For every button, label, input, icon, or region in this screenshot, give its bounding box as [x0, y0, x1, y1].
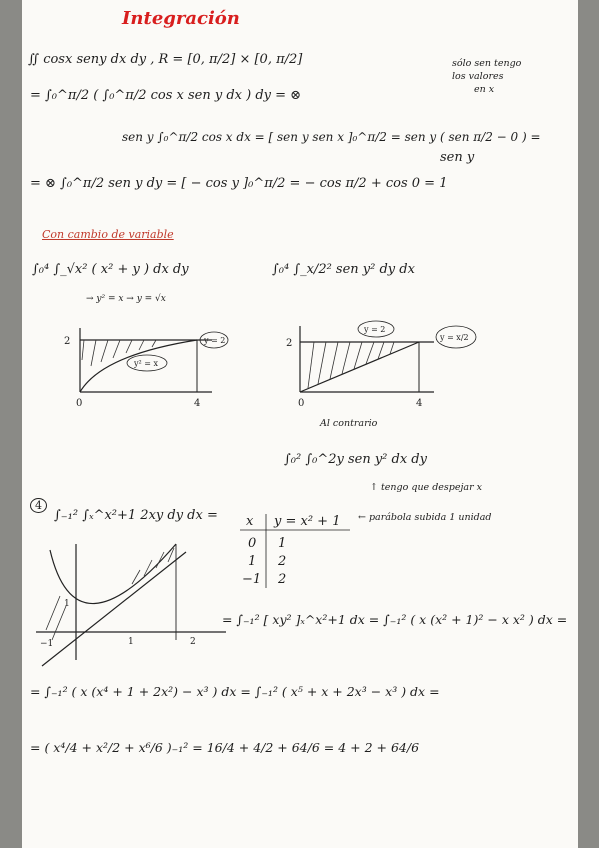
- problem1-note-2: los valores: [452, 71, 504, 82]
- problem4-step3: = ( x⁴/4 + x²/2 + x⁶/6 )₋₁² = 16/4 + 4/2 + 64/6 = 4 + 2 + 64/6: [30, 740, 420, 755]
- left-region-graph: [62, 320, 232, 415]
- right-x-end: 4: [416, 398, 423, 409]
- section2-heading: Con cambio de variable: [42, 228, 174, 241]
- right-x-zero: 0: [298, 398, 305, 409]
- right-integral: ∫₀⁴ ∫_x/2² sen y² dy dx: [272, 262, 415, 277]
- graph-x2: 2: [190, 637, 196, 647]
- problem1-step1: = ∫₀^π/2 ( ∫₀^π/2 cos x sen y dx ) dy = ⊗: [30, 88, 302, 103]
- table-header-y: y = x² + 1: [274, 514, 341, 529]
- graph-y1: 1: [64, 599, 70, 609]
- problem4-step1: = ∫₋₁² [ xy² ]ₓ^x²+1 dx = ∫₋₁² ( x (x² + 1)² − x x² ) dx =: [222, 612, 568, 627]
- problem1-statement: ∬ cosx seny dx dy , R = [0, π/2] × [0, π/2]: [28, 52, 303, 67]
- problem4-number: 4: [30, 498, 47, 513]
- table-cell: −1: [242, 572, 262, 587]
- left-x-end: 4: [194, 398, 201, 409]
- table-cell: 0: [248, 536, 257, 551]
- problem4-step2: = ∫₋₁² ( x (x⁴ + 1 + 2x²) − x³ ) dx = ∫₋₁² ( x⁵ + x + 2x³ − x³ ) dx =: [30, 684, 440, 699]
- left-curve-label: y² = x: [134, 359, 159, 368]
- table-cell: 1: [248, 554, 257, 569]
- problem1-note-3: en x: [474, 84, 495, 95]
- right-diag-label: y = x/2: [440, 333, 469, 342]
- left-line-label: y = 2: [204, 336, 226, 345]
- table-lines: [240, 530, 360, 590]
- table-cell: 2: [278, 554, 287, 569]
- table-cell: 2: [278, 572, 287, 587]
- left-substitution-note: → y² = x → y = √x: [86, 294, 166, 304]
- contrary-integral: ∫₀² ∫₀^2y sen y² dx dy: [284, 452, 427, 467]
- problem1-inner-result: sen y: [440, 150, 475, 165]
- problem4-graph: [36, 540, 236, 670]
- right-region-graph: [284, 320, 484, 415]
- left-ytick: 2: [64, 336, 71, 347]
- parabola-note: ← parábola subida 1 unidad: [358, 512, 492, 523]
- right-line-label: y = 2: [364, 325, 386, 334]
- problem1-final: = ⊗ ∫₀^π/2 sen y dy = [ − cos y ]₀^π/2 = − cos π/2 + cos 0 = 1: [30, 176, 448, 191]
- problem4-integral: ∫₋₁² ∫ₓ^x²+1 2xy dy dx =: [54, 508, 218, 523]
- right-ytick: 2: [286, 338, 293, 349]
- left-integral: ∫₀⁴ ∫_√x² ( x² + y ) dx dy: [32, 262, 189, 277]
- notebook-page: [22, 0, 578, 848]
- problem1-inner: sen y ∫₀^π/2 cos x dx = [ sen y sen x ]₀^π/2 = sen y ( sen π/2 − 0 ) =: [122, 130, 541, 144]
- table-cell: 1: [278, 536, 287, 551]
- table-header-x: x: [246, 514, 254, 529]
- page-title: Integración: [122, 8, 240, 29]
- graph-xm1: −1: [40, 639, 54, 649]
- contrary-note: ↑ tengo que despejar x: [370, 482, 483, 493]
- left-x-zero: 0: [76, 398, 83, 409]
- graph-x1: 1: [128, 637, 134, 647]
- contrary-label: Al contrario: [320, 418, 378, 429]
- problem1-note-1: sólo sen tengo: [452, 58, 522, 69]
